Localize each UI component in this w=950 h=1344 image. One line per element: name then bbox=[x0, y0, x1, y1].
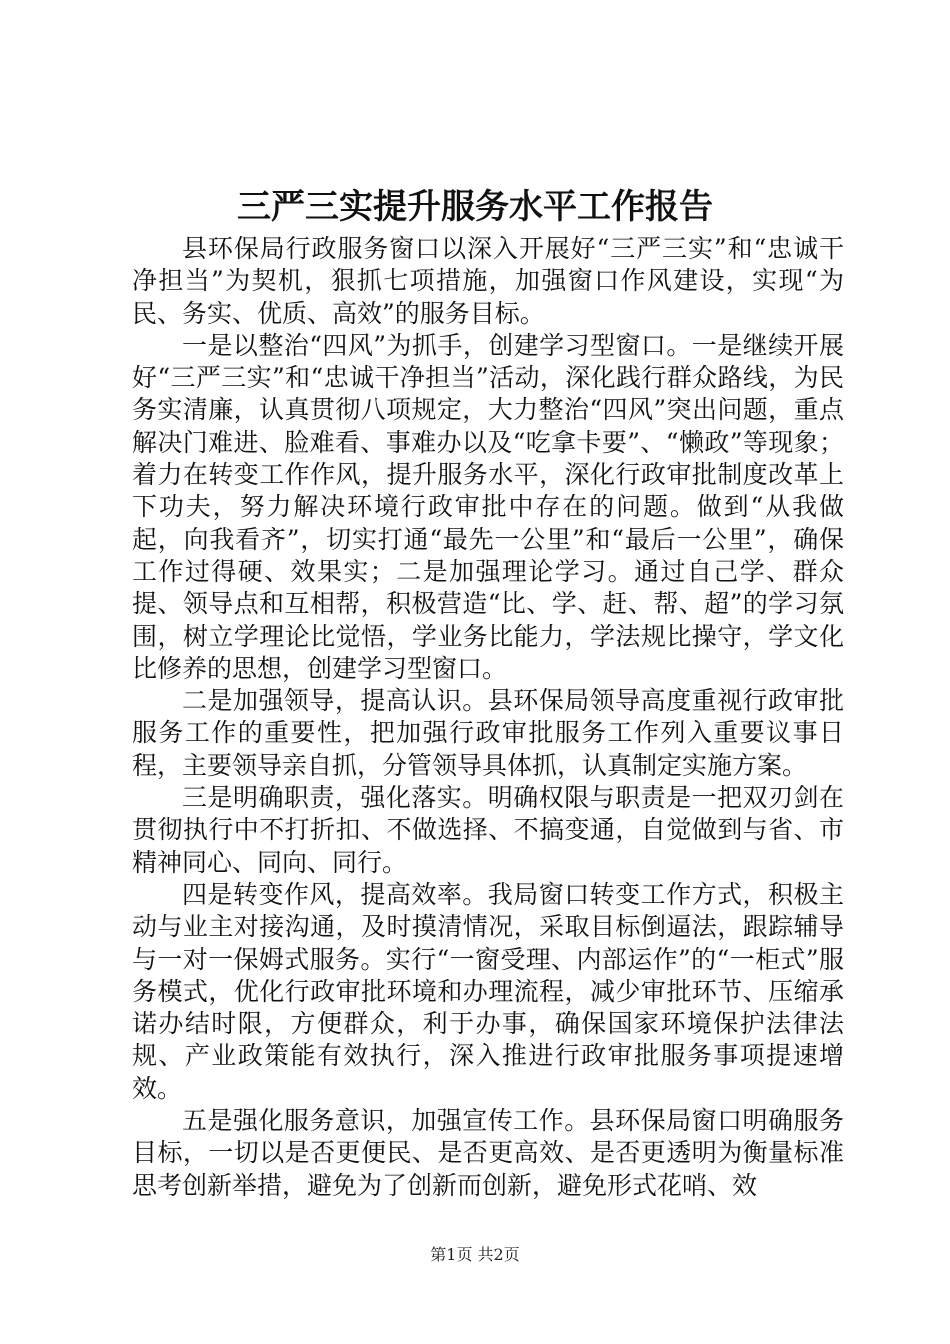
paragraph-measure-2: 二是加强领导，提高认识。县环保局领导高度重视行政审批服务工作的重要性，把加强行政审批服务工作列入重要议事日程，主要领导亲自抓，分管领导具体抓，认真制定实施方案。 bbox=[132, 686, 844, 780]
page-number-footer: 第1页 共2页 bbox=[430, 1245, 520, 1264]
paragraph-measure-4: 四是转变作风，提高效率。我局窗口转变工作方式，积极主动与业主对接沟通，及时摸清情况，采取目标倒逼法，跟踪辅导与一对一保姆式服务。实行“一窗受理、内部运作”的“一柜式”服务模式，优化行政审批环境和办理流程，减少审批环节、压缩承诺办结时限，方便群众，利于办事，确保国家环境保护法律法规、产业政策能有效执行，深入推进行政审批服务事项提速增效。 bbox=[132, 879, 844, 1103]
document-body bbox=[132, 233, 844, 1202]
paragraph-measure-3: 三是明确职责，强化落实。明确权限与职责是一把双刃剑在贯彻执行中不打折扣、不做选择、不搞变通，自觉做到与省、市精神同心、同向、同行。 bbox=[132, 783, 844, 877]
document-title: 三严三实提升服务水平工作报告 bbox=[237, 187, 713, 227]
paragraph-measure-1: 一是以整治“四风”为抓手，创建学习型窗口。一是继续开展好“三严三实”和“忠诚干净担当”活动，深化践行群众路线，为民务实清廉，认真贯彻八项规定，大力整治“四风”突出问题，重点解决门难进、脸难看、事难办以及“吃拿卡要”、“懒政”等现象；着力在转变工作作风，提升服务水平，深化行政审批制度改革上下功夫，努力解决环境行政审批中存在的问题。做到“从我做起，向我看齐”，切实打通“最先一公里”和“最后一公里”，确保工作过得硬、效果实；二是加强理论学习。通过自己学、群众提、领导点和互相帮，积极营造“比、学、赶、帮、超”的学习氛围，树立学理论比觉悟，学业务比能力，学法规比操守，学文化比修养的思想，创建学习型窗口。 bbox=[132, 330, 844, 683]
paragraph-measure-5: 五是强化服务意识，加强宣传工作。县环保局窗口明确服务目标，一切以是否更便民、是否更高效、是否更透明为衡量标准思考创新举措，避免为了创新而创新，避免形式花哨、效 bbox=[132, 1106, 844, 1200]
paragraph-intro: 县环保局行政服务窗口以深入开展好“三严三实”和“忠诚干净担当”为契机，狠抓七项措施，加强窗口作风建设，实现“为民、务实、优质、高效”的服务目标。 bbox=[132, 234, 844, 328]
